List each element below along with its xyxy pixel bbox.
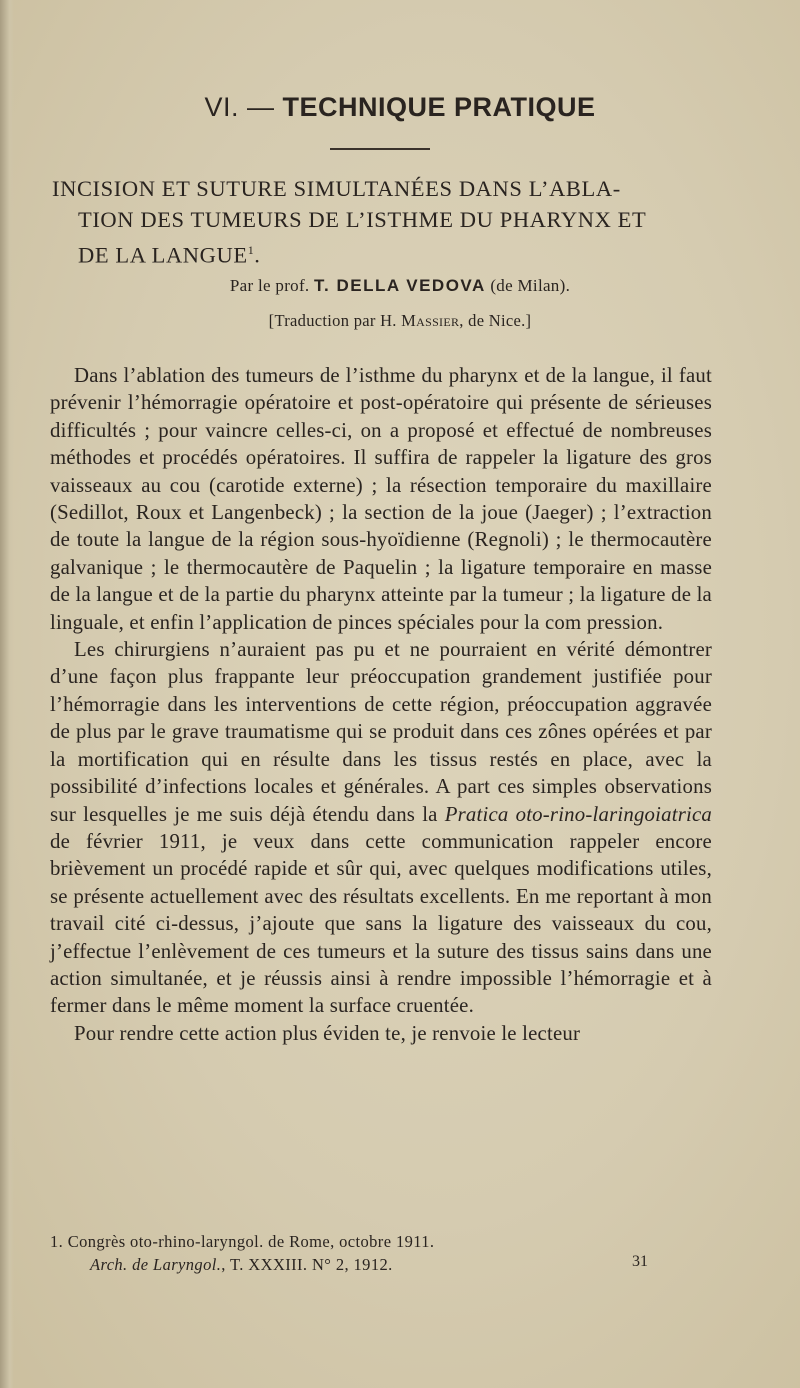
footnote-text: Congrès oto-rhino-laryngol. de Rome, octobre 1911. [67,1232,435,1251]
article-title-line-1: INCISION ET SUTURE SIMULTANÉES DANS L’ABLA- [52,176,621,201]
chapter-title [0,92,800,123]
page-edge-shadow [0,0,14,1388]
title-divider [330,148,430,150]
paragraph-3: Pour rendre cette action plus éviden te, je renvoie le lecteur [74,1021,581,1045]
paragraph-1: Dans l’ablation des tumeurs de l’isthme du pharynx et de la langue, il faut prévenir l’hémorragie opératoire et post-opératoire qui présente de sérieuses difficultés ; pour vaincre celles-ci, on a proposé et effectué de nombreuses méthodes et procédés opératoires. Il suffira de rappeler la ligature des gros vaisseaux au cou (carotide externe) ; la résection temporaire du maxillaire (Sedillot, Roux et Langenbeck) ; la section de la joue (Jaeger) ; l’extraction de toute la langue de la région sous-hyoïdienne (Regnoli) ; le thermocautère galvanique ; le thermocautère de Paquelin ; la ligature temporaire en masse de la langue et de la partie du pharynx atteinte par la tumeur ; la ligature de la linguale, et enfin l’application de pinces spéciales pour la com pression. [50,364,712,634]
article-title-line-3 [52,235,752,271]
footnote-citation: , T. XXXIII. N° 2, 1912. [221,1255,393,1274]
byline-prefix: Par le prof. [229,276,310,295]
footnote-reference: 1 [247,243,255,257]
translation-credit [0,311,800,331]
article-title-period: . [254,242,261,268]
chapter-heading: TECHNIQUE PRATIQUE [282,92,596,122]
byline [0,276,800,296]
paragraph-2-part-1: Les chirurgiens n’auraient pas pu et ne pourraient en vérité démontrer d’une façon plus frappante leur préoccupation grandement justifiée pour l’hémorragie dans les interventions de cette région, préoccupation aggravée de plus par le grave traumatisme qui se produit dans ces zônes opérées et par la mortification qui en résulte dans les tissus restés en place, avec la possibilité d’infections locales et générales. A part ces simples observations sur lesquelles je me suis déjà étendu dans la [50,638,712,826]
footnote-line-1 [50,1230,720,1253]
footnote-marker: 1. [50,1232,64,1251]
footnote [50,1230,720,1276]
footnote-line-2 [50,1253,720,1276]
footnote-journal: Arch. de Laryngol. [90,1255,222,1274]
chapter-number: VI. — [204,92,275,122]
journal-title-italic: Pratica oto-rino-laringoiatrica [444,802,712,826]
paragraph-2-part-2: de février 1911, je veux dans cette communication rappeler encore brièvement un procédé rapide et sûr qui, avec quelques modifications utiles, se présente actuellement avec des résultats excellents. En me reportant à mon travail cité ci-dessus, j’ajoute que sans la ligature des vaisseaux du cou, j’effectue l’enlèvement de ces tumeurs et la suture des tissus sains dans une action simultanée, et je réussis ainsi à rendre impossible l’hémorragie et à fermer dans le même moment la surface cruentée. [50,829,712,1018]
paragraph-2 [50,636,712,1020]
article-title-line-3-text: DE LA LANGUE [78,242,248,268]
translation-suffix: , de Nice.] [459,311,532,330]
article-body [50,362,712,1047]
article-title-line-2: TION DES TUMEURS DE L’ISTHME DU PHARYNX ET [78,207,647,232]
translator-name: Massier [401,311,460,330]
author-origin: (de Milan). [490,276,571,295]
author-name: T. DELLA VEDOVA [314,276,486,295]
article-title [52,173,752,271]
page-number: 31 [632,1253,648,1270]
translation-prefix: [Traduction par H. [268,311,397,330]
